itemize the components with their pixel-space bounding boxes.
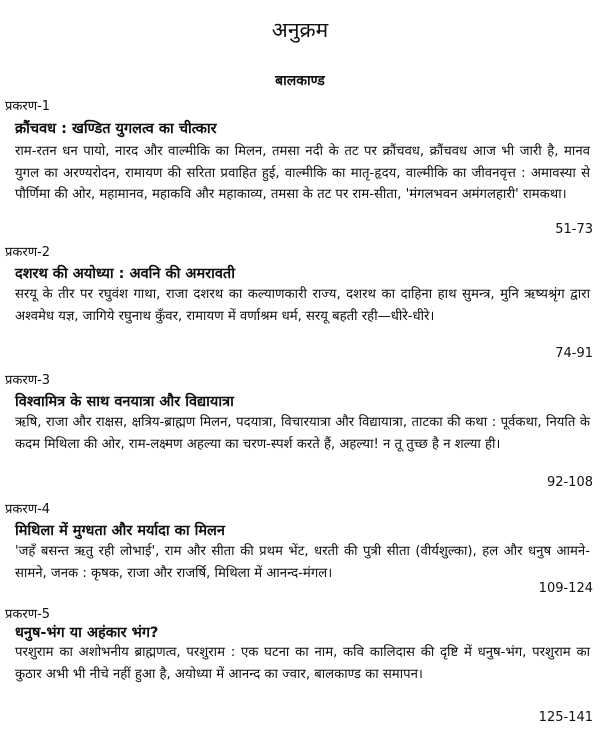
- chapter-description: ऋषि, राजा और राक्षस, क्षत्रिय-ब्राह्मण मिलन, पदयात्रा, विचारयात्रा और विद्यायात्रा, ताटका की कथा : पूर्वकथा, नियति के कदम मिथिला की ओर, राम-लक्ष्मण अहल्या का चरण-स्पर्श करते हैं, अहल्या! न तू तुच्छ है न शल्या ही।: [15, 415, 590, 452]
- chapter-label: प्रकरण-3: [5, 373, 51, 388]
- chapter-title: विश्वामित्र के साथ वनयात्रा और विद्यायात्रा: [15, 394, 234, 410]
- chapter-label: प्रकरण-4: [5, 502, 51, 517]
- chapter-description: राम-रतन धन पायो, नारद और वाल्मीकि का मिलन, तमसा नदी के तट पर क्रौंचवध, क्रौंचवध आज भी जारी है, मानव युगल का अरण्यरोदन, रामायण की सरिता प्रवाहित हुई, वाल्मीकि का मातृ-हृदय, वाल्मीकि का जीवनवृत्त : अमावस्या से पौर्णिमा की ओर, महामानव, महाकवि और महाकाव्य, तमसा के तट पर राम-सीता, 'मंगलभवन अमंगलहारी' रामकथा।: [15, 144, 590, 202]
- chapter-description: परशुराम का अशोभनीय ब्राह्मणत्व, परशुराम : एक घटना का नाम, कवि कालिदास की दृष्टि में धनुष-भंग, परशुराम का कुठार अभी भी नीचे नहीं हुआ है, अयोध्या में आनन्द का ज्वार, बालकाण्ड का समापन।: [15, 645, 590, 682]
- chapter-label: प्रकरण-2: [5, 245, 51, 260]
- page-range: 74-91: [555, 346, 593, 361]
- chapter-title: दशरथ की अयोध्या : अवनि की अमरावती: [15, 266, 235, 282]
- page-range: 51-73: [555, 222, 593, 237]
- chapter-description: 'जहँ बसन्त ऋतु रही लोभाई', राम और सीता की प्रथम भेंट, धरती की पुत्री सीता (वीर्यशुल्का), हल और धनुष आमने-सामने, जनक : कृषक, राजा और राजर्षि, मिथिला में आनन्द-मंगल।: [15, 544, 590, 581]
- chapter-title: मिथिला में मुग्धता और मर्यादा का मिलन: [15, 523, 225, 539]
- chapter-title: धनुष-भंग या अहंकार भंग?: [15, 625, 159, 641]
- page-title: अनुक्रम: [271, 18, 329, 42]
- chapter-title: क्रौंचवध : खण्डित युगलत्व का चीत्कार: [15, 121, 217, 137]
- chapter-label: प्रकरण-5: [5, 607, 51, 622]
- chapter-description: सरयू के तीर पर रघुवंश गाथा, राजा दशरथ का कल्याणकारी राज्य, दशरथ का दाहिना हाथ सुमन्त्र, मुनि ऋष्यश्रृंग द्वारा अश्वमेध यज्ञ, जागिये रघुनाथ कुँवर, रामायण में वर्णाश्रम धर्म, सरयू बहती रही—धीरे-धीरे।: [15, 287, 590, 324]
- page-range: 125-141: [538, 710, 593, 725]
- page-range: 92-108: [546, 475, 593, 490]
- page-range: 109-124: [538, 581, 593, 596]
- section-title: बालकाण्ड: [275, 73, 325, 89]
- chapter-label: प्रकरण-1: [5, 99, 51, 114]
